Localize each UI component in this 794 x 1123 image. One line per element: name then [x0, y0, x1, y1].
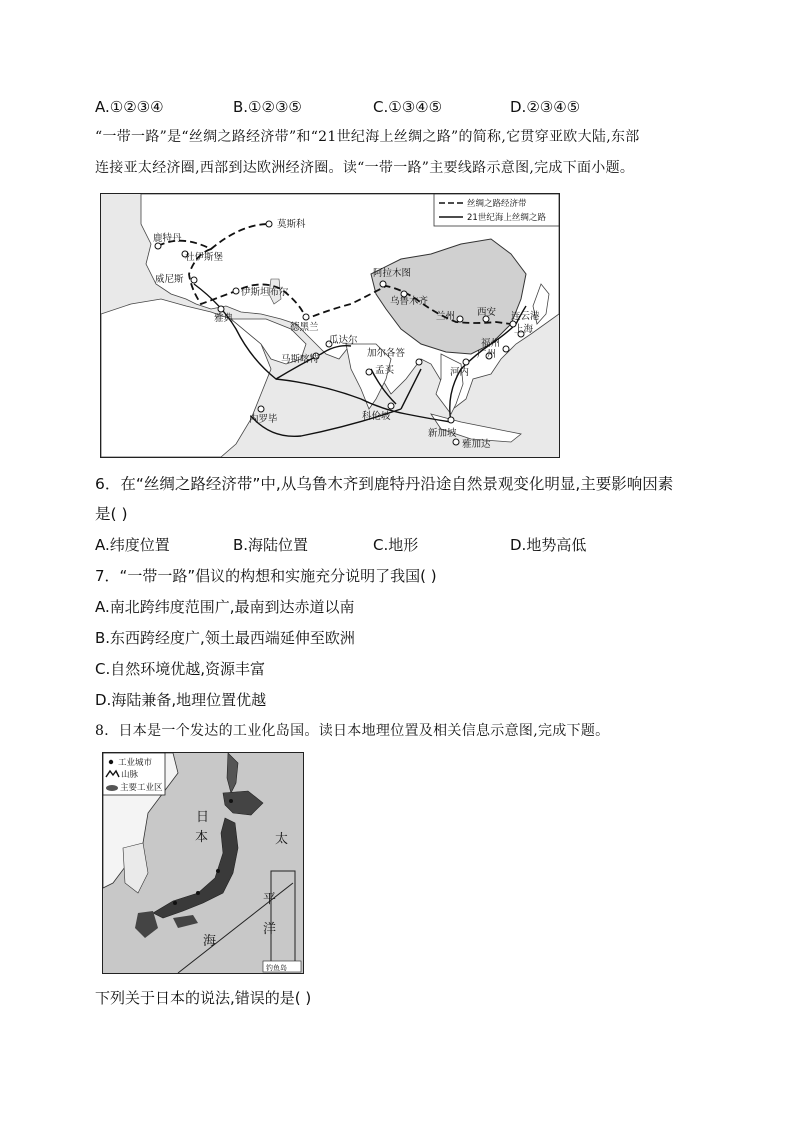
label-istanbul: 伊斯坦布尔	[241, 287, 289, 298]
marker-lanzhou	[457, 316, 463, 322]
q6-option-d: D.地势高低	[510, 536, 587, 554]
label-fuzhou: 福州	[481, 338, 501, 349]
marker-athens	[218, 306, 224, 312]
marker-nairobi	[258, 406, 264, 412]
q6-option-b: B.海陆位置	[233, 536, 309, 554]
label-gwadar: 瓜达尔	[329, 335, 358, 346]
label-singapore: 新加坡	[428, 428, 457, 439]
city-dot	[173, 901, 177, 905]
label-athens: 雅典	[214, 313, 234, 324]
q7-option-a: A.南北跨纬度范围广,最南到达赤道以南	[95, 598, 355, 616]
label-guangzhou: 广州	[477, 349, 497, 360]
legend-belt-label: 丝绸之路经济带	[467, 199, 527, 209]
label-tehran: 德黑兰	[290, 322, 319, 333]
q7-stem: 7．“一带一路”倡议的构想和实施充分说明了我国( )	[95, 567, 437, 585]
label-moscow: 莫斯科	[277, 219, 306, 230]
marker-tehran	[303, 314, 309, 320]
belt-road-map	[100, 193, 560, 458]
city-dot	[216, 869, 220, 873]
marker-jakarta	[453, 439, 459, 445]
marker-colombo	[388, 403, 394, 409]
sea-char-4: 平	[263, 892, 277, 907]
q5-option-d: D.②③④⑤	[510, 98, 581, 116]
label-mumbai: 孟买	[375, 365, 395, 376]
industrial-zone-icon	[106, 785, 118, 791]
sea-char-1: 日	[196, 810, 210, 825]
sea-char-5: 洋	[263, 922, 277, 937]
marker-venice	[191, 277, 197, 283]
label-venice: 威尼斯	[155, 274, 184, 285]
japan-map	[102, 752, 304, 974]
corner-label: 钓鱼岛	[266, 964, 287, 972]
q8-sub-question: 下列关于日本的说法,错误的是( )	[95, 989, 312, 1007]
label-urumqi: 乌鲁木齐	[390, 296, 429, 307]
sea-char-3: 太	[275, 832, 289, 847]
label-muscat: 马斯喀特	[281, 354, 320, 365]
label-hanoi: 河内	[450, 367, 470, 378]
label-rotterdam: 鹿特丹	[153, 233, 182, 244]
city-dot	[229, 799, 233, 803]
japan-map-svg	[103, 753, 303, 973]
label-jakarta: 雅加达	[462, 439, 491, 450]
marker-almaty	[380, 281, 386, 287]
label-lianyungang: 连云港	[511, 311, 540, 322]
label-shanghai: 上海	[514, 324, 534, 335]
industrial-city-icon	[109, 760, 113, 764]
label-xian: 西安	[477, 307, 497, 318]
label-colombo: 科伦坡	[362, 411, 391, 422]
sea-char-2: 本	[195, 830, 209, 845]
q7-option-b: B.东西跨经度广,领土最西端延伸至欧洲	[95, 629, 355, 647]
marker-hanoi	[463, 359, 469, 365]
q7-option-d: D.海陆兼备,地理位置优越	[95, 691, 267, 709]
q5-option-c: C.①③④⑤	[373, 98, 443, 116]
marker-moscow	[266, 221, 272, 227]
marker-mumbai	[366, 369, 372, 375]
label-almaty: 阿拉木图	[373, 268, 412, 279]
intro-line-1: “一带一路”是“丝绸之路经济带”和“21世纪海上丝绸之路”的简称,它贯穿亚欧大陆,东部	[95, 129, 640, 145]
label-lanzhou: 兰州	[436, 311, 456, 322]
q6-option-a: A.纬度位置	[95, 536, 170, 554]
q8-stem: 8．日本是一个发达的工业化岛国。读日本地理位置及相关信息示意图,完成下题。	[95, 723, 610, 739]
marker-singapore	[448, 417, 454, 423]
label-kolkata: 加尔各答	[367, 348, 406, 359]
q6-option-c: C.地形	[373, 536, 419, 554]
marker-istanbul	[233, 288, 239, 294]
belt-road-map-svg	[101, 194, 559, 457]
legend-industrial-city: 工业城市	[118, 758, 153, 768]
intro-line-2: 连接亚太经济圈,西部到达欧洲经济圈。读“一带一路”主要线路示意图,完成下面小题。	[95, 160, 635, 176]
legend-maritime-label: 21世纪海上丝绸之路	[467, 213, 546, 223]
marker-fuzhou	[503, 346, 509, 352]
q7-option-c: C.自然环境优越,资源丰富	[95, 660, 266, 678]
q6-stem-line-1: 6．在“丝绸之路经济带”中,从乌鲁木齐到鹿特丹沿途自然景观变化明显,主要影响因素	[95, 475, 674, 493]
legend-industrial-zone: 主要工业区	[120, 783, 163, 793]
marker-kolkata	[416, 359, 422, 365]
label-duisburg: 杜伊斯堡	[185, 252, 224, 263]
q6-stem-line-2: 是( )	[95, 505, 128, 523]
city-dot	[196, 891, 200, 895]
legend-mountain: 山脉	[121, 770, 139, 780]
sea-char-6: 海	[203, 934, 217, 949]
q5-option-a: A.①②③④	[95, 98, 164, 116]
q5-option-b: B.①②③⑤	[233, 98, 302, 116]
label-nairobi: 内罗毕	[249, 414, 278, 425]
